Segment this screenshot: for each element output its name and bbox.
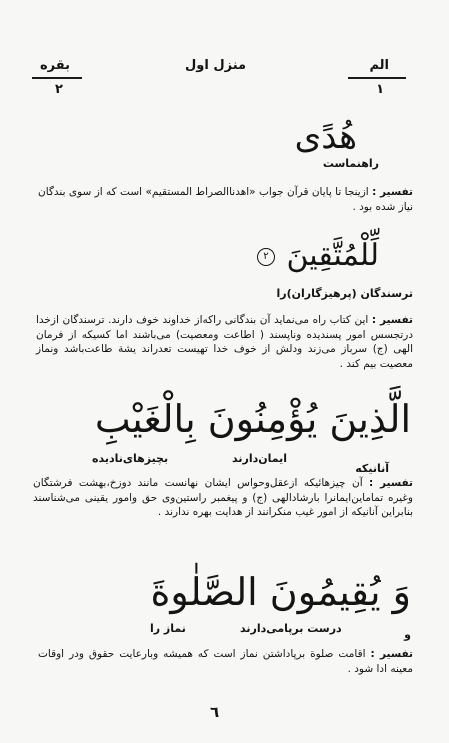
tafsir-label: تفسير : bbox=[371, 314, 413, 326]
header-left-title: بقره bbox=[40, 58, 70, 73]
tafsir-text: اقامت صلوة برپاداشتن نماز است كه هميشه وبارعايت حقوق ودر اوقات معينه ادا شود . bbox=[38, 648, 413, 675]
translation-yuminun: ايمان‌دارند bbox=[232, 452, 288, 465]
tafsir-text: اين كتاب راه مى‌نمايد آن بندگانى راكه‌از خداوند خوف دارند. ترسندگان ازخدا درتجسس امور پسنديده وناپسند ( اطاعت ومعصيت) مى‌باشند اما كسيكه از فرمان الهى (ج) سرباز مى‌زند ودلش از خوف خدا تهيست تعدراند يشة طاعت‌باشد و‌نماز معصيت بيم كند . bbox=[36, 314, 413, 370]
header-right-rule bbox=[348, 77, 406, 79]
quran-word-lilmuttaqin bbox=[257, 238, 379, 273]
quran-phrase-alladhina: الَّذِينَ يُؤْمِنُونَ بِالْغَيْبِ bbox=[94, 397, 411, 441]
tafsir-block-2 bbox=[36, 313, 413, 371]
header-center-title: منزل اول bbox=[185, 58, 247, 73]
verse-number-mark: ٢ bbox=[257, 248, 275, 266]
header-left-number: ٢ bbox=[55, 82, 63, 97]
header-right-number: ١ bbox=[376, 82, 384, 97]
translation-huda: راهنماست bbox=[322, 157, 379, 170]
translation-waw: و bbox=[404, 628, 411, 641]
quran-phrase-yuqimun: وَ يُقِيمُونَ الصَّلٰوةَ bbox=[150, 570, 411, 614]
tafsir-block-1 bbox=[38, 185, 413, 214]
quran-word-huda: هُدًى bbox=[294, 117, 357, 157]
translation-lilmuttaqin: ترسندگان (پرهيزگاران)را bbox=[276, 287, 413, 300]
header-left-rule bbox=[32, 77, 82, 79]
tafsir-text: آن چيزهائيكه ازعقل‌وحواس ايشان نهانست مانند دوزخ،بهشت فرشتگان وغيره تماماين‌ايمانرا بارشادالهى (ج) و پيغمبر راستين‌وى حق وامور يقينى مى‌شناسند بنابراين آنانيكه از امور غيب منكرانند از هدايت بهره ندارند . bbox=[33, 477, 413, 518]
translation-bilghayb: بچيزهاى‌ناديده bbox=[92, 452, 169, 465]
tafsir-label: تفسير : bbox=[370, 648, 413, 660]
tafsir-label: تفسير : bbox=[369, 477, 413, 489]
tafsir-block-3 bbox=[33, 476, 413, 520]
translation-yuqimun: درست برپامى‌دارند bbox=[240, 622, 342, 635]
translation-salat: نماز را bbox=[150, 622, 186, 635]
translation-alladhina: آنانيكه bbox=[355, 462, 389, 475]
header-right-title: الم bbox=[369, 58, 389, 73]
tafsir-label: تفسير : bbox=[372, 186, 413, 198]
tafsir-text: ازينجا تا پايان قرآن جواب «اهدناالصراط المستقيم» است كه از سوى بندگان نياز شده بود . bbox=[38, 186, 413, 213]
tafsir-block-4 bbox=[38, 647, 413, 676]
quran-word-text: لِّلْمُتَّقِينَ bbox=[286, 238, 379, 273]
page-number: ٦ bbox=[210, 703, 220, 721]
